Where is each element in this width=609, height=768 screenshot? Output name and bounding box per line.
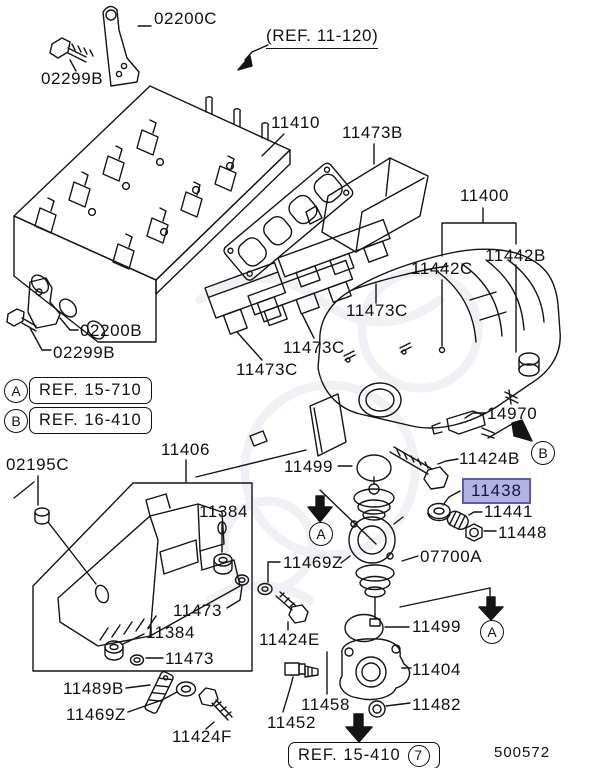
part-label-02195c[interactable]: 02195C <box>6 455 70 474</box>
part-label-11489b[interactable]: 11489B <box>63 679 124 698</box>
nut-11482-drawing <box>369 701 410 717</box>
arrow-down-mid <box>308 496 332 522</box>
part-label-02200b[interactable]: 02200B <box>80 321 143 340</box>
marker-a-mid: A <box>309 522 333 546</box>
marker-b-legend: B <box>4 409 28 433</box>
bolt-11424f-drawing <box>199 688 232 729</box>
part-label-11410[interactable]: 11410 <box>271 113 321 132</box>
marker-b-right: B <box>531 441 555 465</box>
ref-box-16-410[interactable]: REF. 16-410 <box>29 407 152 434</box>
arrow-down-bottom <box>346 714 372 742</box>
part-label-11473-2[interactable]: 11473 <box>165 649 215 668</box>
washer-11438-drawing <box>428 491 460 521</box>
part-label-11469z-1[interactable]: 11469Z <box>283 553 343 572</box>
strip-11489b-drawing <box>144 671 174 714</box>
bracket-02200b-drawing <box>7 278 78 350</box>
part-label-11452[interactable]: 11452 <box>267 713 317 732</box>
part-label-11424e[interactable]: 11424E <box>259 630 320 649</box>
nut-11448-drawing <box>466 524 496 541</box>
ref-11-120-leader <box>238 45 268 70</box>
ref-note-11-120[interactable]: (REF. 11-120) <box>266 26 378 49</box>
part-label-11404[interactable]: 11404 <box>412 660 462 679</box>
part-label-11384-2[interactable]: 11384 <box>146 623 196 642</box>
oring-11499-bottom-drawing <box>345 615 409 642</box>
leader-11489b <box>126 685 150 688</box>
marker-a-legend: A <box>4 379 28 403</box>
part-label-11442c[interactable]: 11442C <box>411 259 473 278</box>
arrow-down-right <box>400 588 503 620</box>
part-label-11424b[interactable]: 11424B <box>459 449 520 468</box>
part-label-11424f[interactable]: 11424F <box>172 727 232 746</box>
drawing-number: 500572 <box>494 744 551 761</box>
ref-box-15-410-text: REF. 15-410 <box>298 746 401 764</box>
insulator-11473b-drawing <box>306 144 428 252</box>
part-label-11458[interactable]: 11458 <box>301 695 351 714</box>
housing-11404-drawing <box>340 639 411 700</box>
part-label-11473-1[interactable]: 11473 <box>173 601 223 620</box>
part-label-11438[interactable]: 11438 <box>462 478 531 504</box>
marker-7: 7 <box>408 745 430 767</box>
ref-box-15-710[interactable]: REF. 15-710 <box>29 377 152 404</box>
part-label-11469z-2[interactable]: 11469Z <box>66 705 126 724</box>
part-label-02299b-1[interactable]: 02299B <box>41 69 104 88</box>
dowel-02195c-drawing <box>14 476 96 584</box>
part-label-11473c-2[interactable]: 11473C <box>283 338 345 357</box>
part-label-11441[interactable]: 11441 <box>484 502 534 521</box>
part-label-11384-1[interactable]: 11384 <box>199 502 249 521</box>
part-label-11499-1[interactable]: 11499 <box>284 457 334 476</box>
part-label-11448[interactable]: 11448 <box>498 523 548 542</box>
part-label-11473c-3[interactable]: 11473C <box>236 360 298 379</box>
cylinder-head-drawing <box>14 86 290 342</box>
bolt-02299b-top-drawing <box>50 38 93 71</box>
part-label-02200c[interactable]: 02200C <box>154 9 218 28</box>
part-label-14970[interactable]: 14970 <box>487 404 538 423</box>
part-label-02299b-2[interactable]: 02299B <box>53 343 116 362</box>
part-label-11406[interactable]: 11406 <box>161 440 211 459</box>
ref-box-15-410[interactable] <box>288 742 440 768</box>
part-label-11473c-1[interactable]: 11473C <box>346 301 408 320</box>
bracket-02200c-drawing <box>103 6 151 86</box>
bolt-11424b-drawing <box>390 447 458 489</box>
part-label-11499-2[interactable]: 11499 <box>412 617 462 636</box>
marker-a-bottom: A <box>480 620 504 644</box>
part-label-11442b[interactable]: 11442B <box>485 246 546 265</box>
part-label-11482[interactable]: 11482 <box>412 695 462 714</box>
part-label-07700a[interactable]: 07700A <box>420 547 483 566</box>
part-label-11400[interactable]: 11400 <box>460 186 510 205</box>
part-label-11473b[interactable]: 11473B <box>342 123 403 142</box>
